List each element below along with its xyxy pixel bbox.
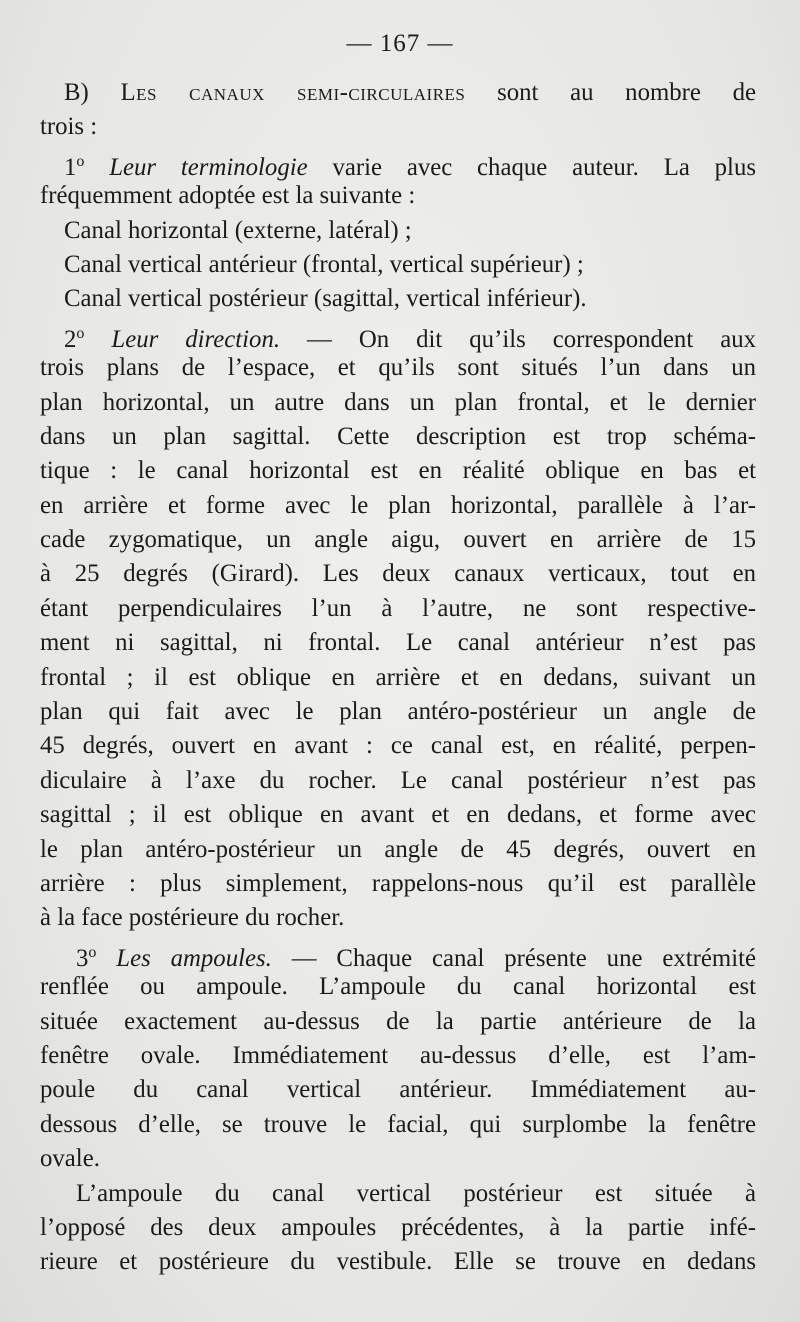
text-line: 1$^o$ Leur terminologie varie avec chaque auteur. La plus: [64, 152, 756, 181]
body-text: [40, 76, 756, 1280]
text-line: L’ampoule du canal vertical postérieur est située à: [76, 1179, 756, 1207]
subheading: Leur direction.: [111, 325, 281, 353]
text-line: sagittal ; il est oblique en avant et en dedans, et forme avec: [40, 801, 756, 829]
text-line: arrière : plus simplement, rappelons-nous qu’il est parallèle: [40, 869, 756, 897]
text-line: située exactement au-dessus de la partie antérieure de la: [40, 1007, 756, 1035]
text-line: à 25 degrés (Girard). Les deux canaux verticaux, tout en: [40, 560, 756, 588]
text-line: plan qui fait avec le plan antéro-postérieur un angle de: [40, 698, 756, 726]
text-line: rieure et postérieure du vestibule. Elle se trouve en dedans: [40, 1248, 756, 1276]
text-line: 2$^o$ Leur direction. — On dit qu’ils correspondent aux: [64, 324, 756, 353]
page-number: — 167 —: [346, 30, 454, 57]
text-line: fréquemment adoptée est la suivante :: [40, 182, 416, 210]
text-line: cade zygomatique, un angle aigu, ouvert en arrière de 15: [40, 526, 756, 554]
text-line: Canal vertical antérieur (frontal, vertical supérieur) ;: [64, 250, 584, 278]
text-line: 3$^o$ Les ampoules. — Chaque canal présente une extrémité: [76, 943, 756, 972]
text-line: ment ni sagittal, ni frontal. Le canal antérieur n’est pas: [40, 629, 756, 657]
text-line: ovale.: [40, 1145, 100, 1173]
text-line: à la face postérieure du rocher.: [40, 904, 345, 932]
text-line: trois :: [40, 113, 98, 141]
text-line: frontal ; il est oblique en arrière et en dedans, suivant un: [40, 663, 756, 691]
text-line: Canal vertical postérieur (sagittal, vertical inférieur).: [64, 285, 587, 313]
text-line: l’opposé des deux ampoules précédentes, à la partie infé-: [40, 1213, 756, 1241]
text-line: le plan antéro-postérieur un angle de 45 degrés, ouvert en: [40, 835, 756, 863]
text-line: B) Les canaux semi-circulaires sont au nombre de: [64, 79, 756, 106]
text-line: poule du canal vertical antérieur. Immédiatement au-: [40, 1076, 756, 1104]
text-line: Canal horizontal (externe, latéral) ;: [64, 216, 412, 244]
text-line: diculaire à l’axe du rocher. Le canal postérieur n’est pas: [40, 766, 756, 794]
text-line: étant perpendiculaires l’un à l’autre, ne sont respective-: [40, 594, 756, 622]
text-line: 45 degrés, ouvert en avant : ce canal est, en réalité, perpen-: [40, 732, 756, 760]
text-line: dessous d’elle, se trouve le facial, qui surplombe la fenêtre: [40, 1110, 756, 1138]
text-line: plan horizontal, un autre dans un plan frontal, et le dernier: [40, 388, 756, 416]
text-line: tique : le canal horizontal est en réalité oblique en bas et: [40, 457, 756, 485]
text-line: en arrière et forme avec le plan horizontal, parallèle à l’ar-: [40, 491, 756, 519]
text-line: trois plans de l’espace, et qu’ils sont situés l’un dans un: [40, 354, 756, 382]
text-line: renflée ou ampoule. L’ampoule du canal horizontal est: [40, 973, 756, 1001]
text-line: fenêtre ovale. Immédiatement au-dessus d’elle, est l’am-: [40, 1041, 756, 1069]
section-heading: Les canaux semi-circulaires: [120, 79, 466, 106]
text-line: dans un plan sagittal. Cette description est trop schéma-: [40, 422, 756, 450]
subheading: Leur terminologie: [109, 153, 308, 181]
subheading: Les ampoules.: [116, 944, 272, 972]
